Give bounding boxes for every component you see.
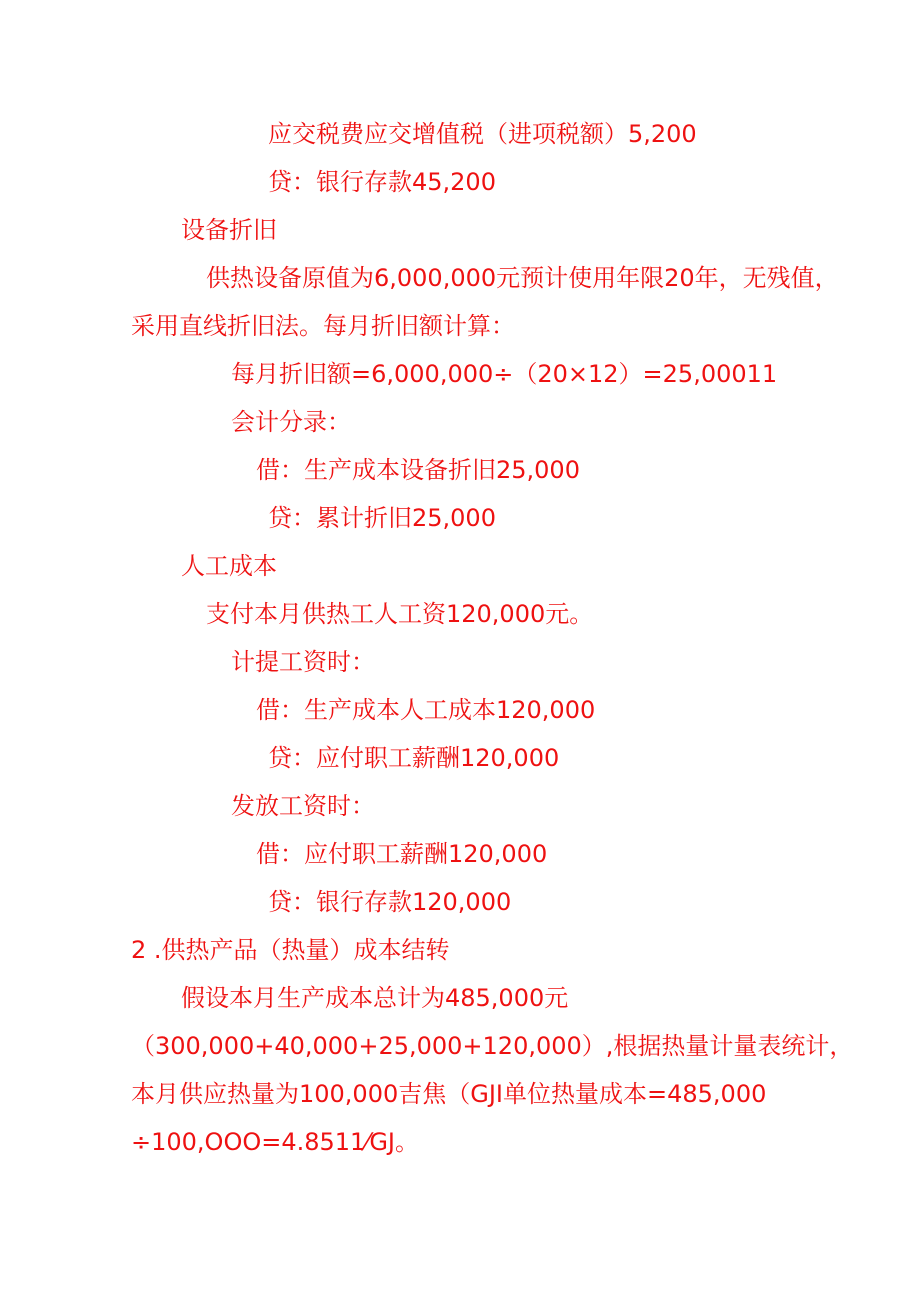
text-line-pay-wages: 支付本月供热工人工资120,000元。 — [206, 600, 594, 628]
section-heading-heat-cost-transfer: 2 .供热产品（热量）成本结转 — [131, 936, 450, 964]
text-line-debit-payroll-payable: 借：应付职工薪酬120,000 — [256, 840, 548, 868]
text-line-cost-breakdown: （300,000+40,000+25,000+120,000）,根据热量计量表统计， — [131, 1032, 854, 1060]
text-line-credit-bank-deposit-wages: 贷：银行存款120,000 — [268, 888, 512, 916]
text-line-credit-accumulated-depreciation: 贷：累计折旧25,000 — [268, 504, 496, 532]
text-line-credit-bank-deposit: 贷：银行存款45,200 — [268, 168, 496, 196]
text-line-total-production-cost: 假设本月生产成本总计为485,000元 — [181, 984, 569, 1012]
section-heading-equipment-depreciation: 设备折旧 — [181, 216, 277, 244]
text-line-journal-entry-label: 会计分录： — [231, 408, 351, 436]
text-line-unit-cost-result: ÷100,OOO=4.8511⁄GJ。 — [131, 1128, 419, 1156]
text-line-vat-input-tax: 应交税费应交增值税（进项税额）5,200 — [268, 120, 697, 148]
text-line-straight-line-method: 采用直线折旧法。每月折旧额计算： — [131, 312, 515, 340]
text-line-heat-supply: 本月供应热量为100,000吉焦（GJI单位热量成本=485,000 — [131, 1080, 767, 1108]
text-line-accrue-wages-label: 计提工资时： — [231, 648, 375, 676]
text-line-monthly-depreciation-formula: 每月折旧额=6,000,000÷（20×12）=25,00011 — [231, 360, 778, 388]
text-line-pay-out-wages-label: 发放工资时： — [231, 792, 375, 820]
section-heading-labor-cost: 人工成本 — [181, 552, 277, 580]
text-line-equipment-original-value: 供热设备原值为6,000,000元预计使用年限20年，无残值， — [206, 264, 839, 292]
text-line-credit-payroll-payable: 贷：应付职工薪酬120,000 — [268, 744, 560, 772]
text-line-debit-labor-cost: 借：生产成本人工成本120,000 — [256, 696, 596, 724]
text-line-debit-depreciation: 借：生产成本设备折旧25,000 — [256, 456, 580, 484]
